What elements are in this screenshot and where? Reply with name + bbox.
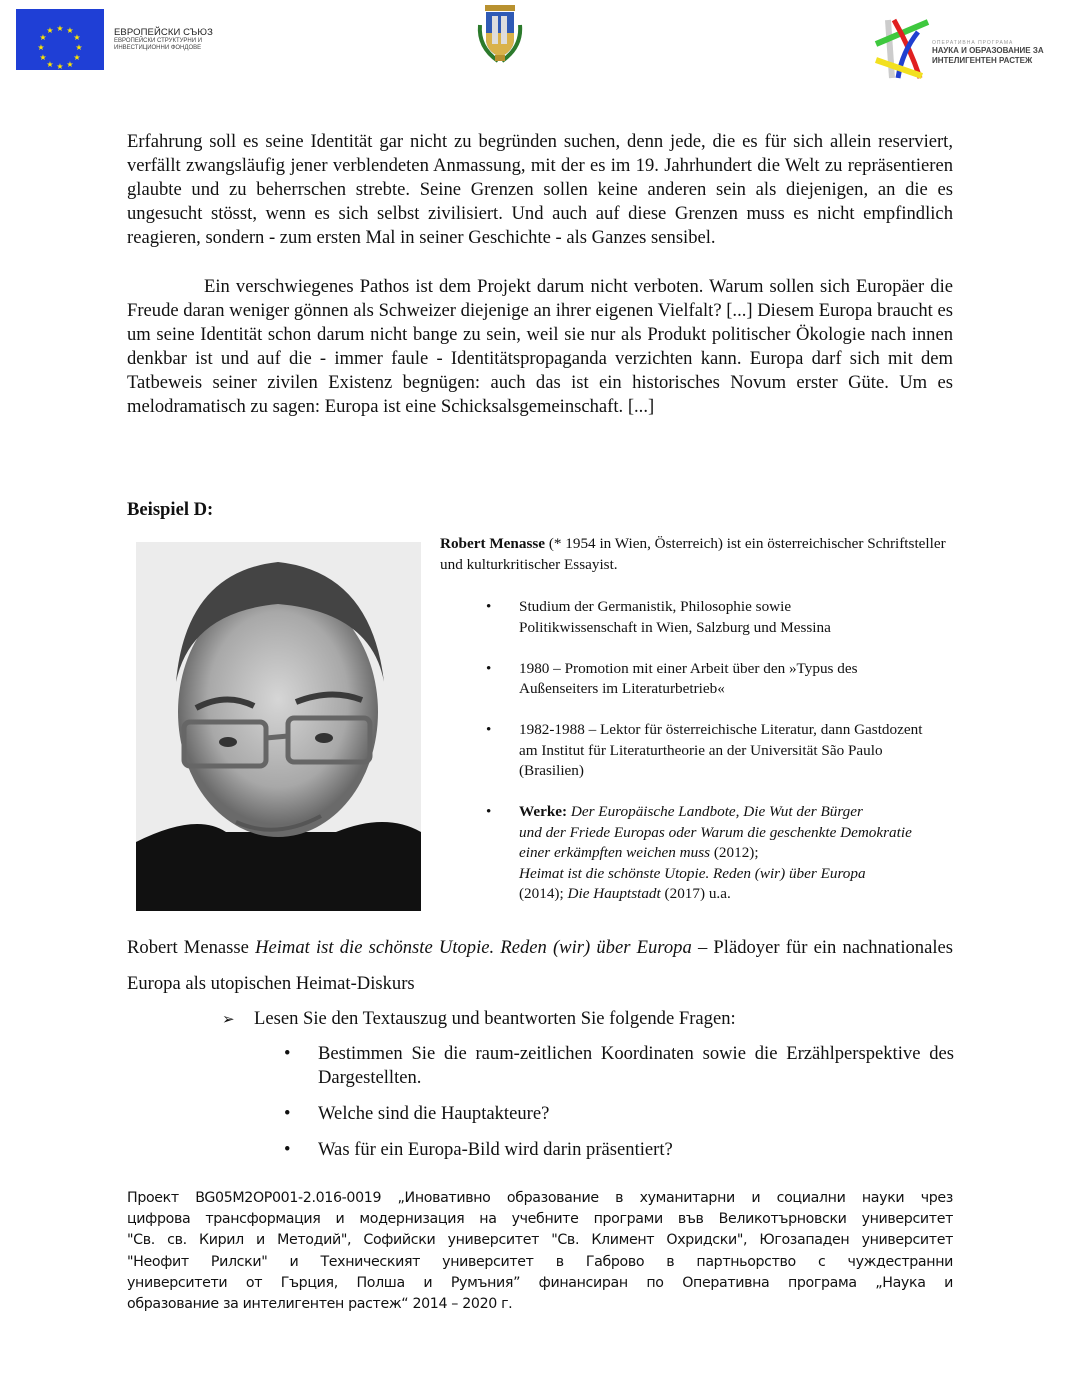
eu-subtitle-2: ИНВЕСТИЦИОННИ ФОНДОВЕ bbox=[114, 45, 202, 51]
work-title-3: Die Hauptstadt bbox=[567, 885, 661, 902]
excerpt-paragraph-2-text: Ein verschwiegenes Pathos ist dem Projekt darum nicht verboten. Warum sollen sich Europäer die Freude daran weniger gönnen als Schweizer diejenige an ihrer eigenen Vielfalt? [...] Diesem Europa braucht es um seine Identität schon darum nicht bange zu sein, weil sie nur als Produkt politischer Ökologie nach innen denkbar ist und auf die - immer faule - Identitätspropaganda verzichten kann. Europa darf sich mit dem Tatbeweis seiner zivilen Existenz begnügen: auch das ist ein historisches Novum erster Güte. Um es melodramatisch zu sagen: Europa ist eine Schicksalsgemeinschaft. [...] bbox=[127, 276, 953, 418]
svg-text:★: ★ bbox=[39, 33, 47, 42]
reference-description: – Plädoyer für ein nachnationales Europa als utopischen Heimat-Diskurs bbox=[127, 937, 953, 994]
bio-intro bbox=[440, 534, 955, 575]
question-text: Welche sind die Hauptakteure? bbox=[318, 1103, 550, 1124]
author-portrait-photo bbox=[136, 542, 421, 911]
bullet-icon: • bbox=[284, 1139, 291, 1160]
work-title-1: Der Europäische Landbote, Die Wut der Bürger bbox=[567, 803, 863, 820]
excerpt-paragraph-1: Erfahrung soll es seine Identität gar nicht zu begründen suchen, denn jede, die es für sich allein reserviert, verfällt zwangsläufig jener verblendeten Anmassung, mit der es im 19. Jahrhundert die Welt zu repräsentieren glaubte und zu beherrschen strebte. Seine Grenzen sollen keine anderen sein als diejenigen, an die es ungesucht stösst, wenn es sich selbst zivilisiert. Und auch auf diese Grenzen muss es nicht empfindlich reagieren, sondern - zum ersten Mal in seiner Geschichte - als Ganzes sensibel. bbox=[127, 131, 953, 249]
svg-text:★: ★ bbox=[56, 62, 64, 70]
section-heading: Beispiel D: bbox=[127, 499, 214, 520]
question-text: Was für ein Europa-Bild wird darin präsentiert? bbox=[318, 1139, 673, 1160]
program-logo-text bbox=[932, 40, 1044, 66]
svg-text:★: ★ bbox=[46, 26, 54, 35]
svg-text:★: ★ bbox=[75, 43, 83, 52]
operational-program-logo-icon bbox=[872, 18, 932, 80]
reference-author: Robert Menasse bbox=[127, 937, 256, 958]
question-item bbox=[284, 1138, 954, 1162]
question-text: Bestimmen Sie die raum-zeitlichen Koordinaten sowie die Erzählperspektive des Dargestellten. bbox=[318, 1043, 954, 1088]
bullet-icon: • bbox=[284, 1043, 291, 1064]
svg-text:★: ★ bbox=[56, 24, 64, 33]
svg-text:★: ★ bbox=[73, 53, 81, 62]
eu-title: ЕВРОПЕЙСКИ СЪЮЗ bbox=[114, 27, 213, 38]
question-item bbox=[284, 1042, 954, 1090]
bio-list bbox=[440, 597, 955, 905]
bullet-icon: • bbox=[486, 721, 492, 738]
footer-line: "Св. св. Кирил и Методий", Софийски университет "Св. Климент Охридски", Югозападен университет bbox=[127, 1232, 953, 1249]
footer-line: "Неофит Рилски" и Техническият университет в Габрово в партньорство с чуждестранни bbox=[127, 1253, 953, 1270]
footer-line: университети от Гърция, Полша и Румъния” финансиран по Оперативна програма „Наука и bbox=[127, 1274, 953, 1291]
svg-text:★: ★ bbox=[37, 43, 45, 52]
eu-subtitle-1: ЕВРОПЕЙСКИ СТРУКТУРНИ И bbox=[114, 38, 203, 44]
program-title-2: ИНТЕЛИГЕНТЕН РАСТЕЖ bbox=[932, 56, 1033, 65]
task-instruction bbox=[222, 1008, 736, 1030]
footer-line: образование за интелигентен растеж“ 2014 – 2020 г. bbox=[127, 1296, 513, 1313]
bio-item bbox=[440, 597, 929, 638]
eu-flag-icon bbox=[16, 9, 104, 70]
author-name: Robert Menasse bbox=[440, 535, 546, 552]
footer-line: цифрова трансформация и модернизация на учебните програми във Великотърновски университет bbox=[127, 1211, 953, 1228]
task-text: Lesen Sie den Textauszug und beantworten Sie folgende Fragen: bbox=[254, 1008, 736, 1029]
bio-item-text: Studium der Germanistik, Philosophie sowie bbox=[519, 598, 792, 615]
reference-title: Heimat ist die schönste Utopie. Reden (wir) über Europa bbox=[255, 937, 692, 958]
work-title-2: Heimat ist die schönste Utopie. Reden (wir) über Europa bbox=[519, 864, 866, 882]
project-footer bbox=[127, 1188, 953, 1315]
bio-item bbox=[440, 659, 929, 700]
bio-item bbox=[440, 720, 929, 782]
work-title-1b: und der Friede Europas oder Warum die geschenkte Demokratie einer erkämpften weichen muss bbox=[519, 823, 912, 861]
university-crest-icon bbox=[474, 3, 526, 65]
bullet-icon: • bbox=[486, 803, 492, 820]
bio-item-works bbox=[440, 802, 929, 905]
work-year-3: (2017) u.a. bbox=[660, 885, 731, 902]
svg-text:★: ★ bbox=[46, 60, 54, 69]
bullet-icon: • bbox=[486, 659, 492, 677]
work-year-2: (2014); bbox=[519, 885, 568, 902]
question-item bbox=[284, 1102, 954, 1126]
bio-item-text-cont: Politikwissenschaft in Wien, Salzburg und Messina bbox=[519, 618, 831, 636]
bio-intro-text: (* 1954 in Wien, Österreich) ist ein österreichischer Schriftsteller und kulturkritischer Essayist. bbox=[440, 535, 946, 573]
svg-text:★: ★ bbox=[39, 53, 47, 62]
program-small-label: ОПЕРАТИВНА ПРОГРАМА bbox=[932, 40, 1014, 46]
works-label: Werke: bbox=[519, 803, 568, 820]
arrow-bullet-icon: ➢ bbox=[222, 1010, 235, 1028]
svg-text:★: ★ bbox=[73, 33, 81, 42]
excerpt-paragraph-2 bbox=[127, 275, 953, 420]
work-year-1: (2012); bbox=[710, 844, 759, 861]
author-bio bbox=[440, 534, 955, 925]
bio-item-text: 1982-1988 – Lektor für österreichische Literatur, dann Gastdozent am Institut für Literaturtheorie an der Universität São Paulo (Brasilien) bbox=[519, 721, 923, 779]
svg-text:★: ★ bbox=[66, 26, 74, 35]
bio-item-text: 1980 – Promotion mit einer Arbeit über den »Typus des Außenseiters im Literaturbetrieb« bbox=[519, 659, 858, 697]
bullet-icon: • bbox=[486, 598, 492, 615]
svg-text:★: ★ bbox=[66, 60, 74, 69]
question-list bbox=[284, 1042, 954, 1174]
eu-logo-text bbox=[114, 27, 213, 52]
bullet-icon: • bbox=[284, 1103, 291, 1124]
source-reference bbox=[127, 930, 953, 1002]
program-title-1: НАУКА И ОБРАЗОВАНИЕ ЗА bbox=[932, 46, 1044, 55]
footer-line: Проект BG05M2OP001-2.016-0019 „Иновативно образование в хуманитарни и социални науки чрез bbox=[127, 1190, 953, 1206]
